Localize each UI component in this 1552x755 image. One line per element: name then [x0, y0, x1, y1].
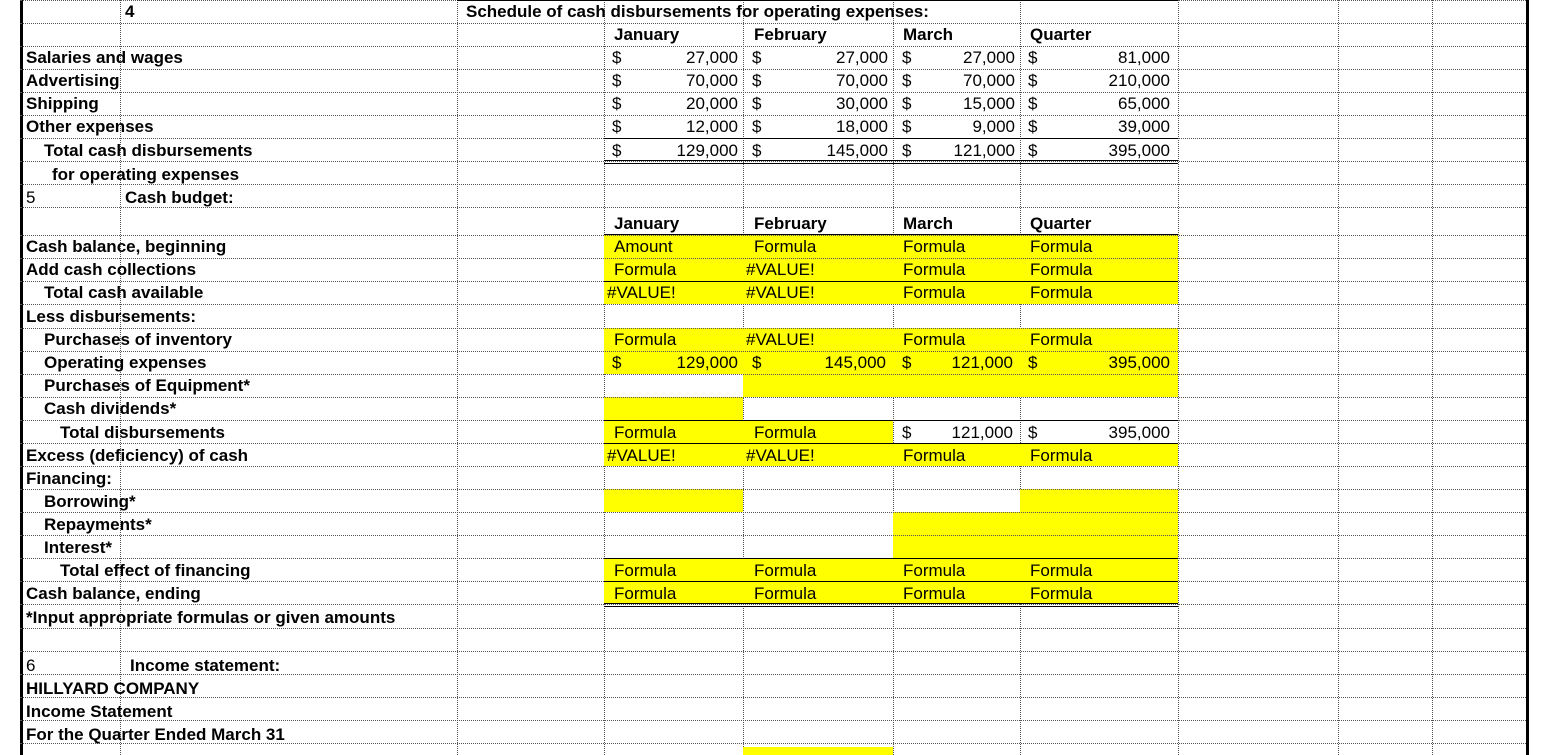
s5-collections-mar[interactable]: Formula	[903, 260, 966, 279]
s5-excess-mar[interactable]: Formula	[903, 446, 966, 465]
s4-label-total: Total cash disbursements	[44, 141, 253, 160]
grid-col-d	[604, 0, 605, 755]
s5-ending-feb[interactable]: Formula	[754, 584, 817, 603]
s5-purchases-feb[interactable]: #VALUE!	[746, 330, 815, 349]
s5-purchases-jan[interactable]: Formula	[614, 330, 677, 349]
s5-label-collections: Add cash collections	[26, 260, 197, 279]
s5-operating-quarter[interactable]: 395,000	[1108, 353, 1170, 372]
section5-title: Cash budget:	[125, 188, 234, 207]
grid-col-c	[457, 0, 458, 755]
s4-advertising-feb[interactable]: 70,000	[836, 71, 888, 90]
s6-period: For the Quarter Ended March 31	[26, 725, 285, 744]
s4-other-quarter[interactable]: 39,000	[1118, 117, 1170, 136]
s5-label-total-disb: Total disbursements	[60, 423, 225, 442]
section4-number: 4	[125, 2, 135, 21]
s5-beginning-feb[interactable]: Formula	[754, 237, 817, 256]
currency-symbol: $	[752, 48, 762, 67]
s4-advertising-quarter[interactable]: 210,000	[1108, 71, 1170, 90]
highlight-equipment	[743, 374, 1178, 397]
s5-total-fin-jan[interactable]: Formula	[614, 561, 677, 580]
currency-symbol: $	[612, 141, 622, 160]
s5-operating-mar[interactable]: 121,000	[951, 353, 1013, 372]
s4-advertising-jan[interactable]: 70,000	[686, 71, 738, 90]
s5-collections-quarter[interactable]: Formula	[1030, 260, 1093, 279]
highlight-borrowing-quarter	[1020, 489, 1178, 512]
s4-shipping-quarter[interactable]: 65,000	[1118, 94, 1170, 113]
s5-label-available: Total cash available	[44, 283, 204, 302]
s5-header-january: January	[614, 214, 680, 233]
s4-total-quarter[interactable]: 395,000	[1108, 141, 1170, 160]
currency-symbol: $	[902, 117, 912, 136]
s4-header-quarter: Quarter	[1030, 25, 1092, 44]
currency-symbol: $	[612, 94, 622, 113]
currency-symbol: $	[612, 117, 622, 136]
s5-label-dividends: Cash dividends*	[44, 399, 177, 418]
s5-purchases-mar[interactable]: Formula	[903, 330, 966, 349]
currency-symbol: $	[902, 353, 912, 372]
currency-symbol: $	[902, 141, 912, 160]
section4-title: Schedule of cash disbursements for operating expenses:	[466, 2, 929, 21]
section6-title: Income statement:	[130, 656, 281, 675]
currency-symbol: $	[612, 353, 622, 372]
s5-available-mar[interactable]: Formula	[903, 283, 966, 302]
s4-label-total-cont: for operating expenses	[52, 165, 240, 184]
s5-label-beginning: Cash balance, beginning	[26, 237, 227, 256]
section6-number: 6	[26, 656, 36, 675]
s5-collections-jan[interactable]: Formula	[614, 260, 677, 279]
currency-symbol: $	[1028, 117, 1038, 136]
s5-header-quarter: Quarter	[1030, 214, 1092, 233]
s5-beginning-jan[interactable]: Amount	[614, 237, 673, 256]
s5-total-fin-quarter[interactable]: Formula	[1030, 561, 1093, 580]
s5-label-borrowing: Borrowing*	[44, 492, 136, 511]
currency-symbol: $	[902, 94, 912, 113]
s5-label-equipment: Purchases of Equipment*	[44, 376, 250, 395]
s5-label-repayments: Repayments*	[44, 515, 152, 534]
s4-header-february: February	[754, 25, 827, 44]
s5-label-operating: Operating expenses	[44, 353, 207, 372]
s4-header-march: March	[903, 25, 954, 44]
s4-other-feb[interactable]: 18,000	[836, 117, 888, 136]
s5-label-excess: Excess (deficiency) of cash	[26, 446, 249, 465]
s5-excess-feb[interactable]: #VALUE!	[746, 446, 815, 465]
s4-label-advertising: Advertising	[26, 71, 120, 90]
s5-label-ending: Cash balance, ending	[26, 584, 201, 603]
s4-total-mar[interactable]: 121,000	[953, 141, 1015, 160]
s4-other-mar[interactable]: 9,000	[972, 117, 1015, 136]
s4-shipping-jan[interactable]: 20,000	[686, 94, 738, 113]
highlight-borrowing	[604, 489, 743, 512]
s5-purchases-quarter[interactable]: Formula	[1030, 330, 1093, 349]
highlight-sales	[743, 747, 893, 755]
s4-total-jan[interactable]: 129,000	[676, 141, 738, 160]
s5-beginning-mar[interactable]: Formula	[903, 237, 966, 256]
currency-symbol: $	[1028, 353, 1038, 372]
s4-other-jan[interactable]: 12,000	[686, 117, 738, 136]
s5-label-total-fin: Total effect of financing	[60, 561, 251, 580]
grid-border-right	[1526, 0, 1529, 755]
s5-label-purchases: Purchases of inventory	[44, 330, 233, 349]
s5-total-disb-quarter[interactable]: 395,000	[1108, 423, 1170, 442]
grid-col-j	[1432, 0, 1433, 755]
s5-collections-feb[interactable]: #VALUE!	[746, 260, 815, 279]
currency-symbol: $	[752, 141, 762, 160]
s4-label-other: Other expenses	[26, 117, 154, 136]
s5-label-financing: Financing:	[26, 469, 112, 488]
s5-available-quarter[interactable]: Formula	[1030, 283, 1093, 302]
grid-border-left	[20, 0, 23, 755]
currency-symbol: $	[612, 48, 622, 67]
s5-operating-feb[interactable]: 145,000	[824, 353, 886, 372]
currency-symbol: $	[1028, 141, 1038, 160]
s5-available-feb[interactable]: #VALUE!	[746, 283, 815, 302]
s4-salaries-quarter[interactable]: 81,000	[1118, 48, 1170, 67]
s5-label-interest: Interest*	[44, 538, 113, 557]
grid-col-i	[1338, 0, 1339, 755]
s4-header-january: January	[614, 25, 680, 44]
s4-label-shipping: Shipping	[26, 94, 99, 113]
section5-number: 5	[26, 188, 36, 207]
s5-header-march: March	[903, 214, 954, 233]
currency-symbol: $	[752, 353, 762, 372]
currency-symbol: $	[1028, 48, 1038, 67]
s5-total-fin-mar[interactable]: Formula	[903, 561, 966, 580]
s5-excess-quarter[interactable]: Formula	[1030, 446, 1093, 465]
s5-total-disb-mar[interactable]: 121,000	[951, 423, 1013, 442]
s5-beginning-quarter[interactable]: Formula	[1030, 237, 1093, 256]
s5-ending-mar[interactable]: Formula	[903, 584, 966, 603]
s6-company: HILLYARD COMPANY	[26, 679, 200, 698]
s5-available-jan[interactable]: #VALUE!	[607, 283, 676, 302]
currency-symbol: $	[1028, 423, 1038, 442]
s5-ending-quarter[interactable]: Formula	[1030, 584, 1093, 603]
s5-ending-jan[interactable]: Formula	[614, 584, 677, 603]
s5-label-less: Less disbursements:	[26, 307, 197, 326]
s4-shipping-mar[interactable]: 15,000	[963, 94, 1015, 113]
s4-label-salaries: Salaries and wages	[26, 48, 183, 67]
currency-symbol: $	[902, 423, 912, 442]
s5-total-disb-jan[interactable]: Formula	[614, 423, 677, 442]
currency-symbol: $	[902, 48, 912, 67]
currency-symbol: $	[1028, 71, 1038, 90]
currency-symbol: $	[902, 71, 912, 90]
s5-operating-jan[interactable]: 129,000	[676, 353, 738, 372]
currency-symbol: $	[612, 71, 622, 90]
s5-total-fin-feb[interactable]: Formula	[754, 561, 817, 580]
s5-total-disb-feb[interactable]: Formula	[754, 423, 817, 442]
s4-salaries-mar[interactable]: 27,000	[963, 48, 1015, 67]
s4-salaries-feb[interactable]: 27,000	[836, 48, 888, 67]
currency-symbol: $	[752, 71, 762, 90]
s4-shipping-feb[interactable]: 30,000	[836, 94, 888, 113]
grid-col-h	[1178, 0, 1179, 755]
s5-note: *Input appropriate formulas or given amounts	[26, 608, 396, 627]
currency-symbol: $	[752, 117, 762, 136]
s4-salaries-jan[interactable]: 27,000	[686, 48, 738, 67]
highlight-dividends	[604, 397, 743, 420]
s5-excess-jan[interactable]: #VALUE!	[607, 446, 676, 465]
s4-advertising-mar[interactable]: 70,000	[963, 71, 1015, 90]
s4-total-feb[interactable]: 145,000	[826, 141, 888, 160]
currency-symbol: $	[1028, 94, 1038, 113]
s5-header-february: February	[754, 214, 827, 233]
s6-statement: Income Statement	[26, 702, 173, 721]
currency-symbol: $	[752, 94, 762, 113]
